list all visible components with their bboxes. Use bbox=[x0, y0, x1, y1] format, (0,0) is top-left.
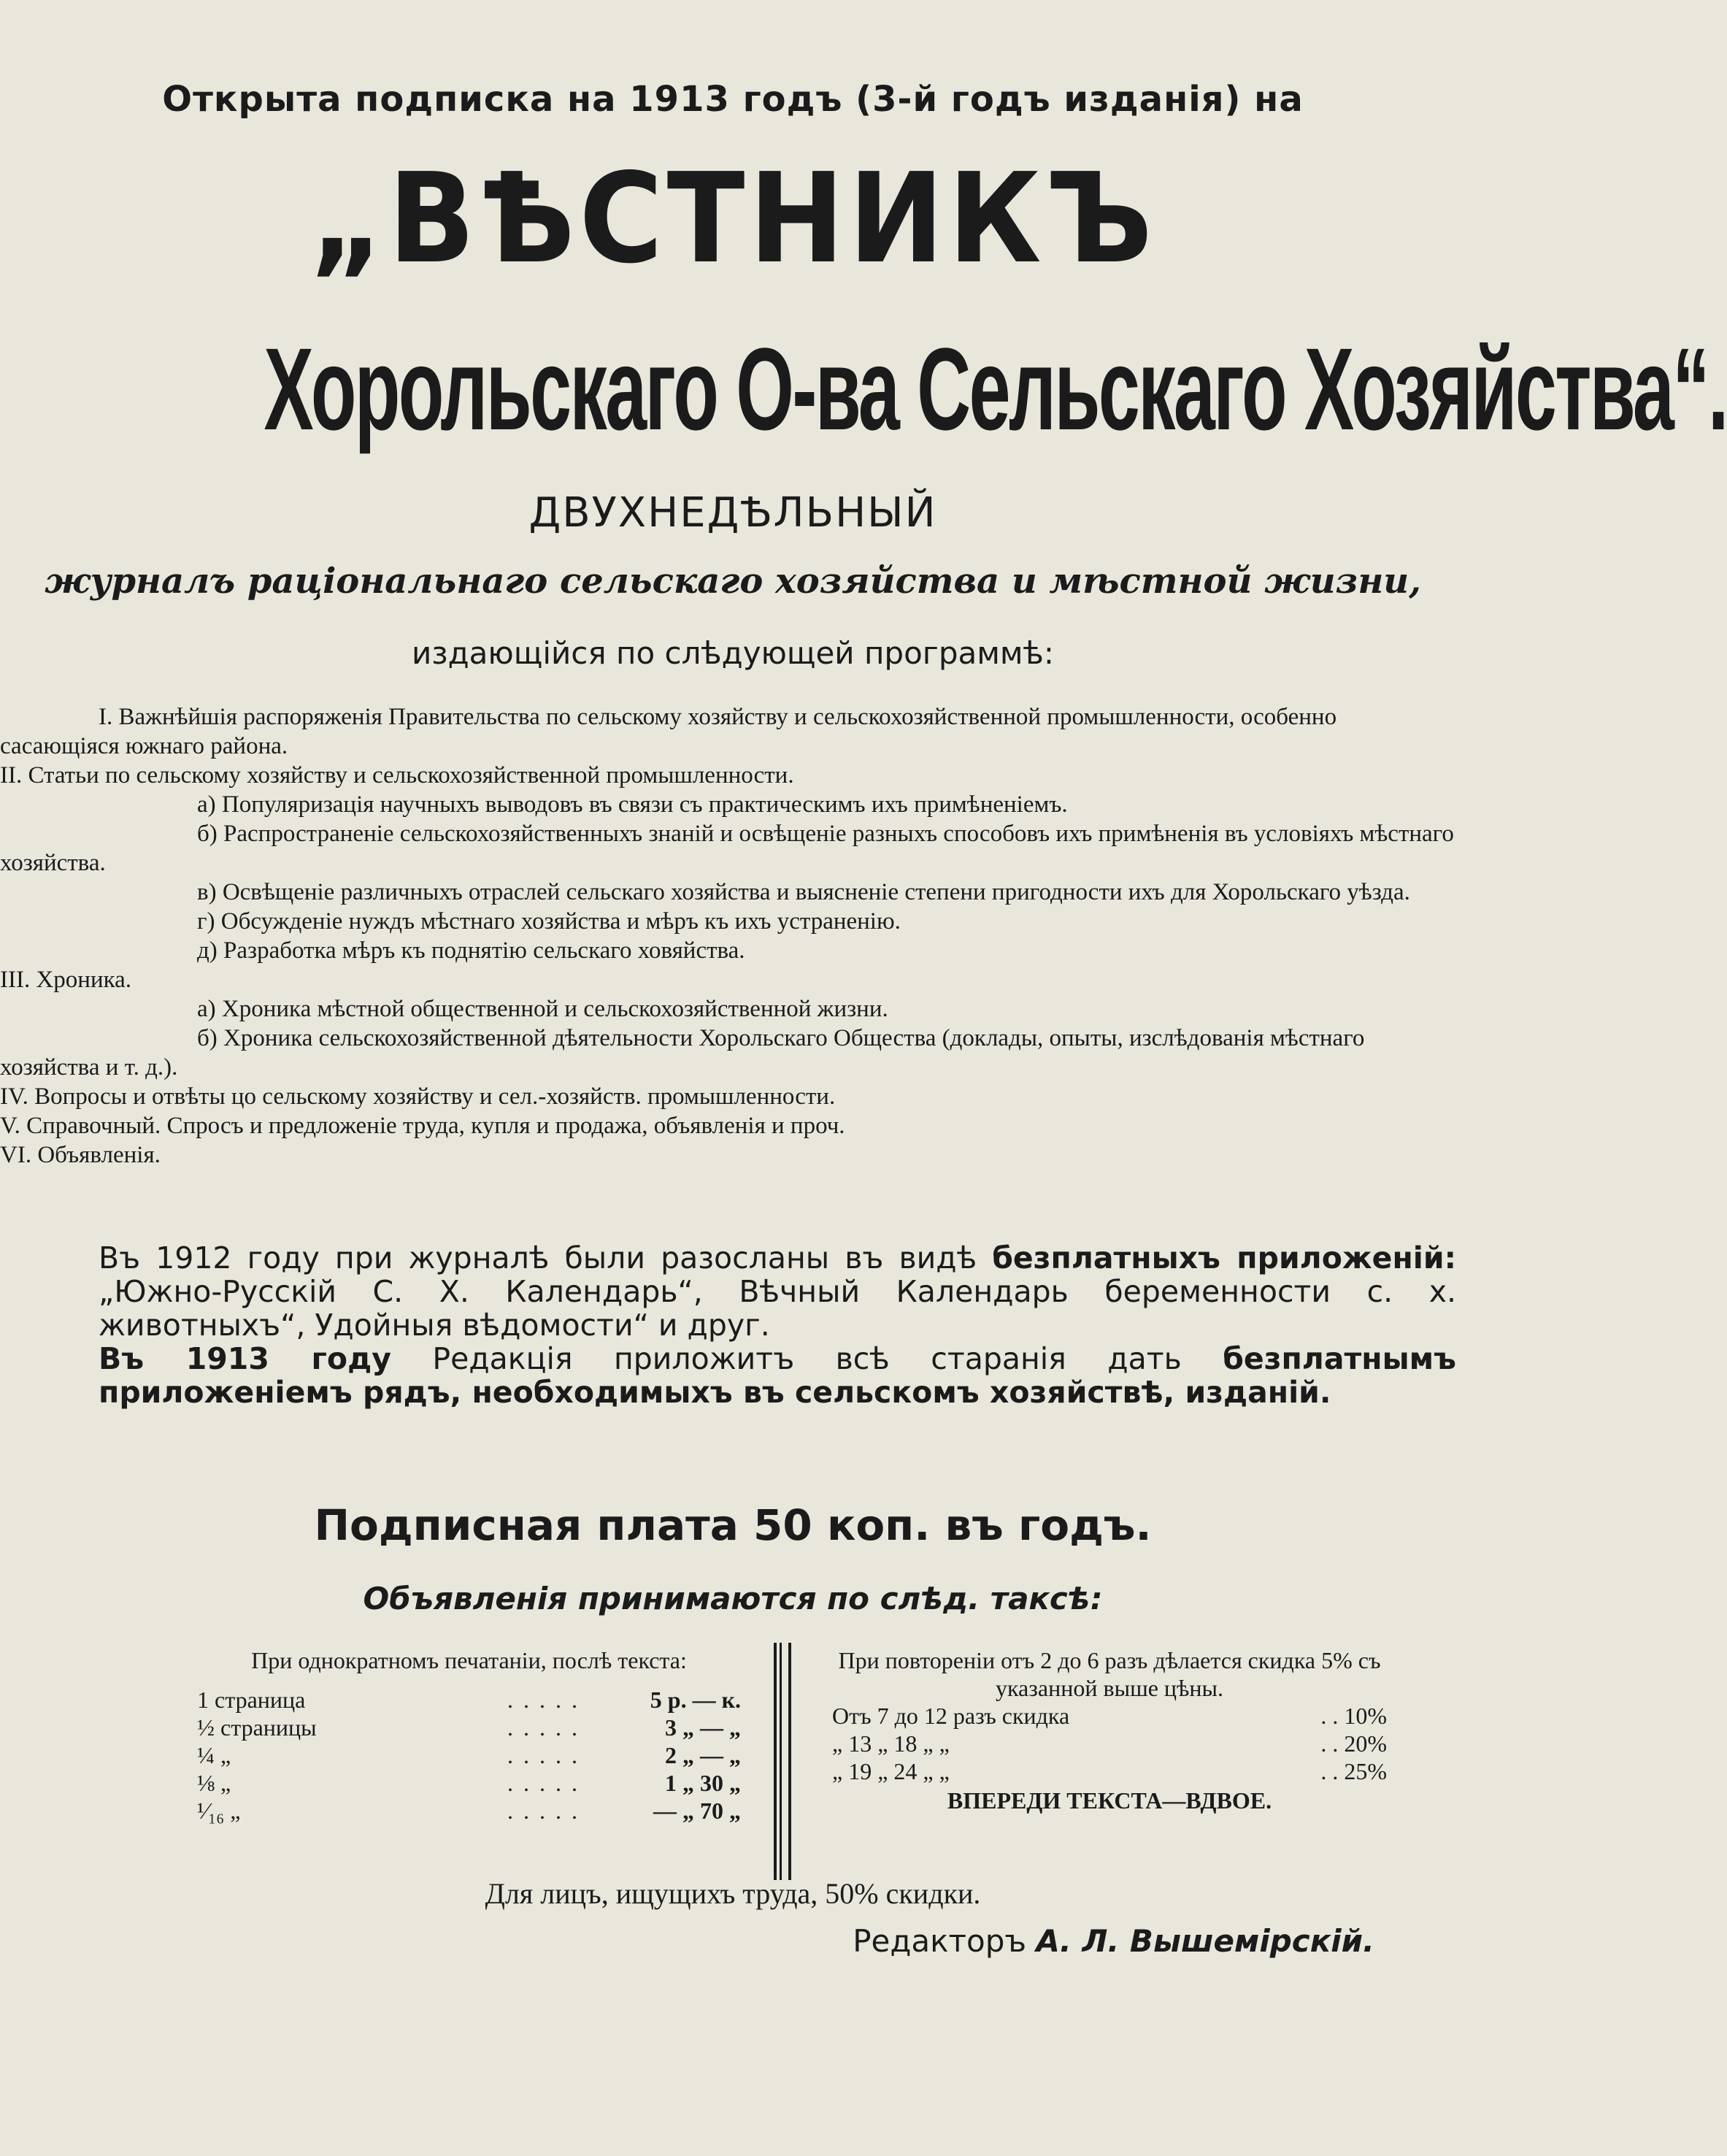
program-item: г) Обсужденіе нуждъ мѣстнаго хозяйства и мѣръ къ ихъ устраненію. bbox=[197, 908, 901, 935]
program-item: II. Статьи по сельскому хозяйству и сельскохозяйственной промышленности. bbox=[0, 762, 794, 789]
program-item: IV. Вопросы и отвѣты цо сельскому хозяйству и сел.-хозяйств. промышленности. bbox=[0, 1083, 836, 1110]
jobseeker-discount: Для лицъ, ищущихъ труда, 50% скидки. bbox=[485, 1877, 981, 1910]
table-divider bbox=[774, 1643, 791, 1880]
rate-row: ½ страницы ..... 3 „ — „ bbox=[197, 1714, 741, 1741]
program-intro: издающійся по слѣдующей программѣ: bbox=[412, 635, 1054, 671]
discount-row: Отъ 7 до 12 разъ скидка . . 10% bbox=[832, 1703, 1387, 1729]
rates-single-header: При однократномъ печатаніи, послѣ текста: bbox=[251, 1647, 687, 1673]
rate-row: ¹⁄₁₆ „ ..... — „ 70 „ bbox=[197, 1798, 741, 1824]
program-item: б) Распространеніе сельскохозяйственныхъ знаній и освѣщеніе разныхъ способовъ ихъ примѣненія въ условіяхъ мѣстнаго хозяйства. bbox=[0, 821, 1454, 876]
editor-name: А. Л. Вышемірскій. bbox=[1036, 1923, 1374, 1959]
editor-signature bbox=[853, 1923, 1374, 1959]
rate-row: ⅛ „ ..... 1 „ 30 „ bbox=[197, 1770, 741, 1796]
program-item: III. Хроника. bbox=[0, 967, 132, 993]
journal-title: „ВѢСТНИКЪ bbox=[309, 147, 1157, 291]
rates-repeat-table bbox=[832, 1646, 1387, 1814]
journal-title-society: Хорольскаго О-ва Сельскаго Хозяйства“. bbox=[264, 323, 1727, 454]
program-item: д) Разработка мѣръ къ поднятію сельскаго ховяйства. bbox=[197, 937, 745, 964]
program-item: а) Хроника мѣстной общественной и сельскохозяйственной жизни. bbox=[197, 996, 888, 1022]
discount-row: „ 19 „ 24 „ „ . . 25% bbox=[832, 1758, 1387, 1784]
subscription-price: Подписная плата 50 коп. въ годъ. bbox=[314, 1500, 1152, 1550]
program-item: б) Хроника сельскохозяйственной дѣятельности Хорольскаго Общества (доклады, опыты, изслѣдованія мѣстнаго хозяйства и т. д.). bbox=[0, 1025, 1365, 1081]
journal-description: журналъ раціональнаго сельскаго хозяйства и мѣстной жизни, bbox=[45, 561, 1421, 602]
rates-repeat-header: При повтореніи отъ 2 до 6 разъ дѣлается скидка 5% съ указанной выше цѣны. bbox=[838, 1647, 1381, 1701]
supplements-notice bbox=[99, 1241, 1456, 1409]
rate-row: ¼ „ ..... 2 „ — „ bbox=[197, 1742, 741, 1768]
program-item: V. Справочный. Спросъ и предложеніе труда, купля и продажа, объявленія и проч. bbox=[0, 1113, 845, 1139]
program-item: VI. Объявленія. bbox=[0, 1142, 161, 1168]
ads-heading: Объявленія принимаются по слѣд. таксѣ: bbox=[363, 1581, 1103, 1616]
program-item: в) Освѣщеніе различныхъ отраслей сельскаго хозяйства и выясненіе степени пригодности ихъ для Хорольскаго уѣзда. bbox=[197, 879, 1410, 905]
discount-row: „ 13 „ 18 „ „ . . 20% bbox=[832, 1730, 1387, 1757]
subscription-intro: Открыта подписка на 1913 годъ (3-й годъ изданія) на bbox=[162, 79, 1304, 120]
periodicity: ДВУХНЕДѢЛЬНЫЙ bbox=[528, 489, 937, 537]
program-item: I. Важнѣйшія распоряженія Правительства по сельскому хозяйству и сельскохозяйственной промышленности, особенно сасающіяся южнаго района. bbox=[0, 704, 1337, 759]
program-item: а) Популяризація научныхъ выводовъ въ связи съ практическимъ ихъ примѣненіемъ. bbox=[197, 791, 1068, 818]
rate-row: 1 страница ..... 5 р. — к. bbox=[197, 1687, 741, 1713]
program-list bbox=[0, 702, 1456, 1170]
supplements-1912: Въ 1912 году при журналѣ были разосланы въ видѣ безплатныхъ приложеній: „Южно-Русскій С. Х. Календарь“, Вѣчный Календарь беременности с. х. животныхъ“, Удойныя вѣдомости“ и друг. bbox=[99, 1240, 1456, 1343]
supplements-1913: Въ 1913 году Редакція приложитъ всѣ старанія дать безплатнымъ приложеніемъ рядъ, необходимыхъ въ сельскомъ хозяйствѣ, изданій. bbox=[99, 1341, 1456, 1410]
rates-single-table bbox=[197, 1646, 741, 1825]
front-of-text-note: ВПЕРЕДИ ТЕКСТА—ВДВОЕ. bbox=[947, 1787, 1272, 1814]
editor-label: Редакторъ bbox=[853, 1923, 1027, 1959]
